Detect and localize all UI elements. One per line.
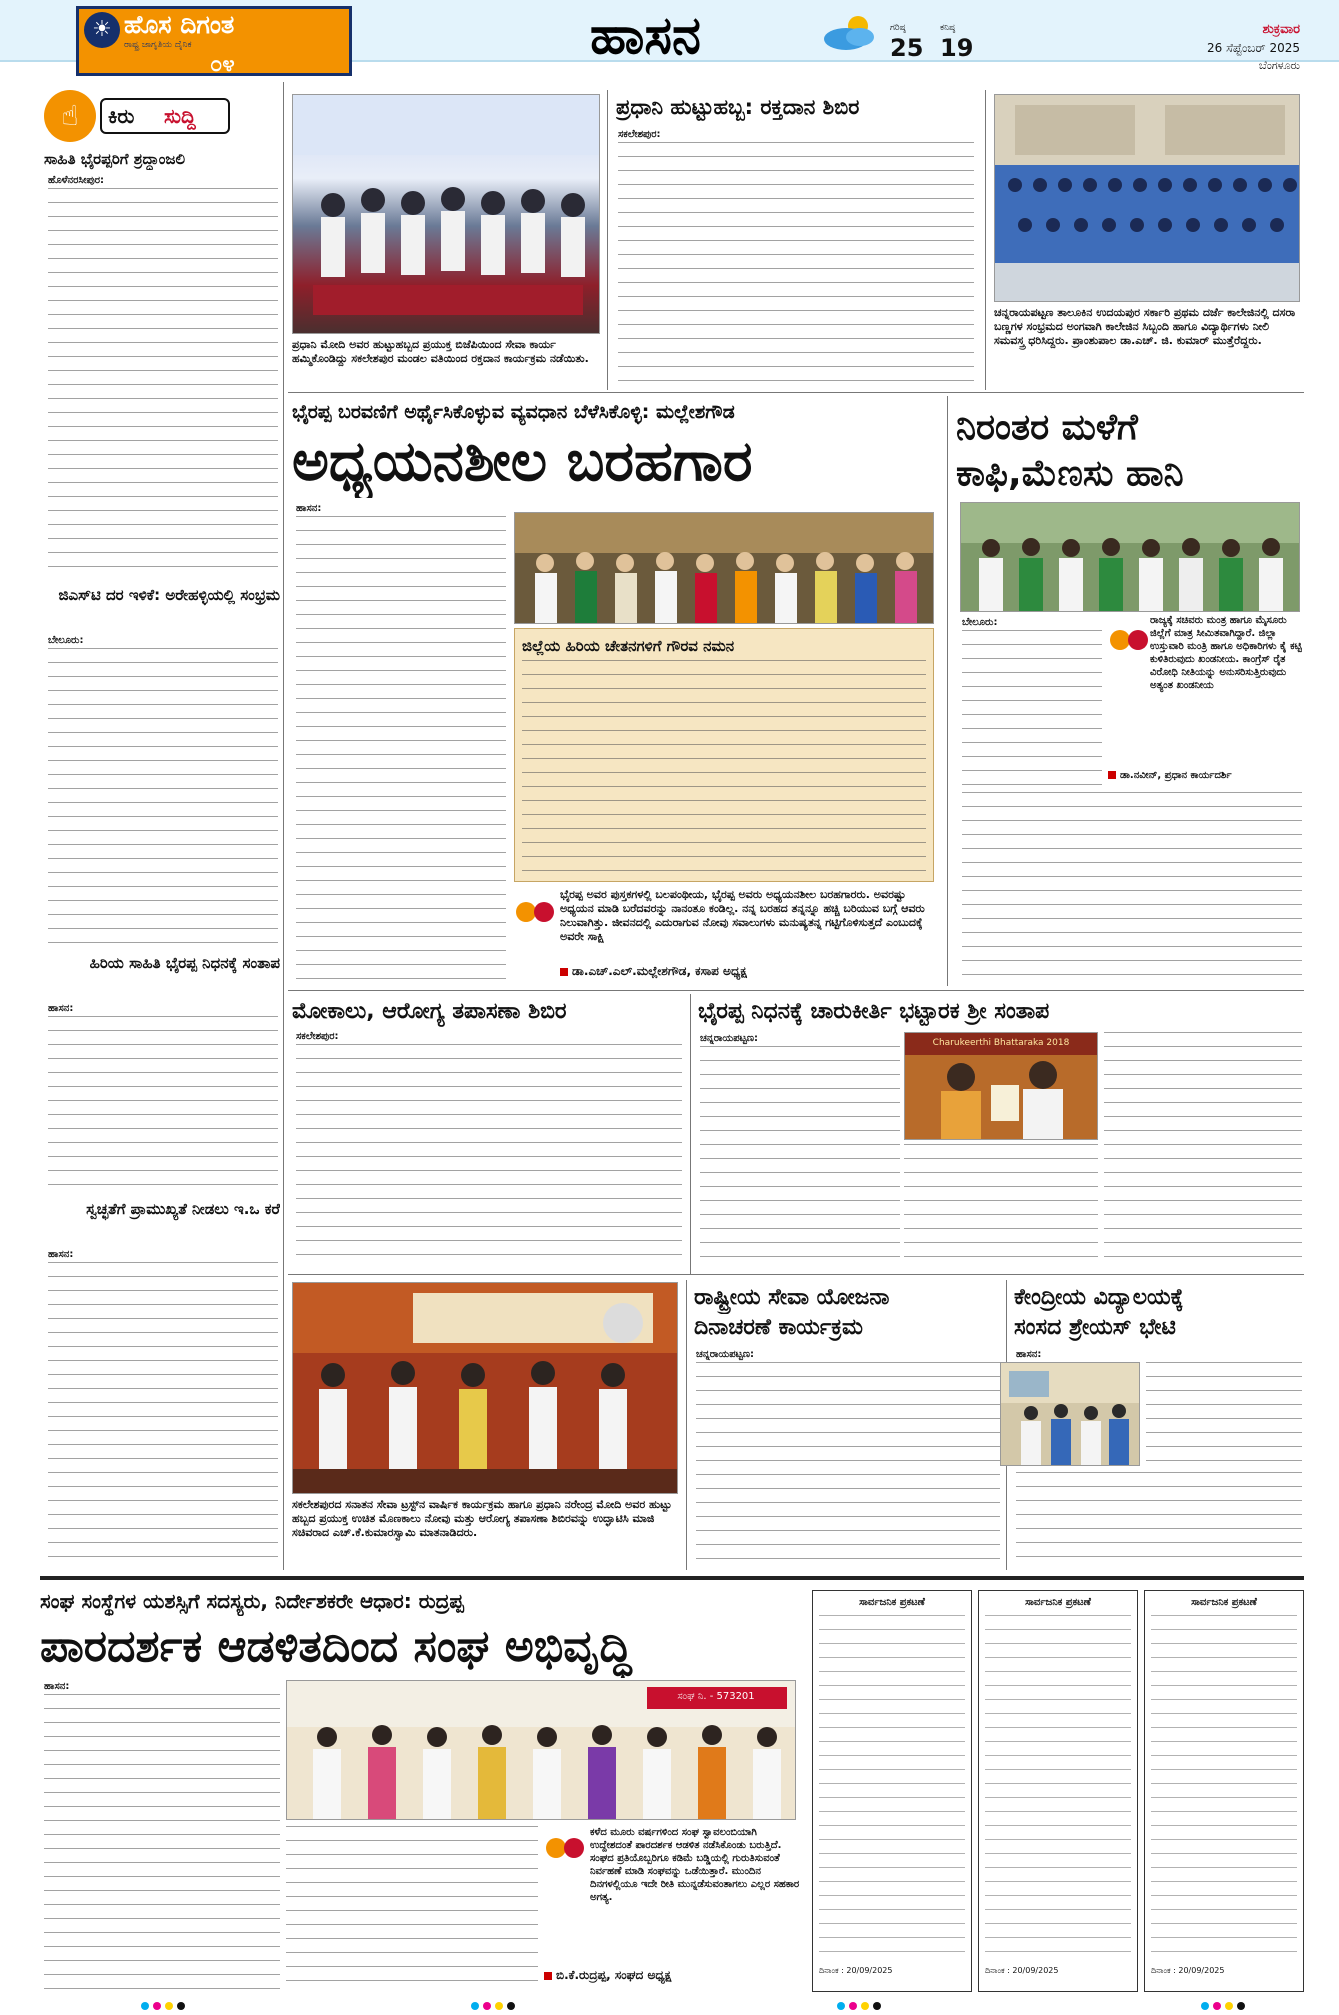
health-dateline: ಸಕಲೇಶಪುರ: bbox=[296, 1031, 339, 1042]
notice-footer: ದಿನಾಂಕ : 20/09/2025 bbox=[819, 1966, 893, 1975]
notice-body bbox=[1151, 1615, 1297, 1955]
notice-box bbox=[1144, 1590, 1304, 1992]
nss-title-line1: ರಾಷ್ಟ್ರೀಯ ಸೇವಾ ಯೋಜನಾ bbox=[694, 1285, 890, 1310]
lead-photo bbox=[514, 512, 934, 624]
kiru-item-title: ಜಿಎಸ್‌ಟಿ ದರ ಇಳಿಕೆ: ಅರೇಹಳ್ಳಿಯಲ್ಲಿ ಸಂಭ್ರಮ bbox=[58, 586, 280, 604]
bhattaraka-body-col2 bbox=[904, 1144, 1098, 1268]
col-rule bbox=[607, 90, 608, 390]
sangha-quote: ಕಳೆದ ಮೂರು ವರ್ಷಗಳಿಂದ ಸಂಘ ಸ್ವಾವಲಂಬಿಯಾಗಿ ಉದ್ದೇಶದಂತೆ ಪಾರದರ್ಶಕ ಆಡಳಿತ ನಡೆಸಿಕೊಂಡು ಬರುತ್ತಿದೆ. ಸಂಘದ ಪ್ರತಿಯೊಬ್ಬರಿಗೂ ಕಡಿಮೆ ಬಡ್ಡಿಯಲ್ಲಿ ಗುರುತಿಸುವಂತೆ ನಿರ್ವಹಣೆ ಮಾಡಿ ಸಂಘವನ್ನು ಒಡೆಯಿತ್ತಾರೆ. ಮುಂದಿನ ದಿನಗಳಲ್ಲಿಯೂ ಇದೇ ರೀತಿ ಮುನ್ನಡೆಸುವಂತಾಗಲು ಎಲ್ಲರ ಸಹಕಾರ ಅಗತ್ಯ. bbox=[590, 1827, 800, 1903]
rain-body-col2 bbox=[962, 792, 1302, 984]
lead-body-col1 bbox=[296, 516, 506, 984]
lead-quote-by-text: ಡಾ.ಎಚ್.ಎಲ್.ಮಲ್ಲೇಶಗೌಡ, ಕಸಾಪ ಅಧ್ಯಕ್ಷ bbox=[572, 964, 747, 978]
rain-quote-by bbox=[1108, 768, 1304, 784]
registration-marks bbox=[836, 1996, 896, 2006]
weather-min-label: ಕನಿಷ್ಠ bbox=[940, 23, 956, 33]
quote-marker-icon bbox=[560, 968, 568, 976]
bhattaraka-body-col1 bbox=[700, 1046, 900, 1268]
kiru-item-body bbox=[48, 1016, 278, 1196]
row-rule bbox=[288, 990, 1304, 991]
bhattaraka-title: ಭೈರಪ್ಪ ನಿಧನಕ್ಕೆ ಚಾರುಕೀರ್ತಿ ಭಟ್ಟಾರಕ ಶ್ರೀ ಸಂತಾಪ bbox=[698, 999, 1050, 1024]
brand-name: ಹೊಸ ದಿಗಂತ bbox=[124, 10, 235, 39]
issue-day: ಶುಕ್ರವಾರ bbox=[1262, 22, 1300, 37]
kiru-item-body bbox=[48, 1262, 278, 1562]
lead-dateline: ಹಾಸನ: bbox=[296, 503, 322, 514]
rain-title-line1: ನಿರಂತರ ಮಳೆಗೆ bbox=[956, 407, 1138, 448]
notice-body bbox=[819, 1615, 965, 1955]
lead-kicker: ಭೈರಪ್ಪ ಬರವಣಿಗೆ ಅರ್ಥೈಸಿಕೊಳ್ಳುವ ವ್ಯವಧಾನ ಬೆಳೆಸಿಕೊಳ್ಳಿ: ಮಲ್ಲೇಶಗೌಡ bbox=[292, 401, 735, 423]
kiru-badge bbox=[44, 90, 234, 142]
col-rule bbox=[985, 90, 986, 390]
section-divider bbox=[40, 1576, 1304, 1580]
col-rule bbox=[686, 1280, 687, 1570]
kiru-item-title: ಹಿರಿಯ ಸಾಹಿತಿ ಭೈರಪ್ಪ ನಿಧನಕ್ಕೆ ಸಂತಾಪ bbox=[89, 954, 280, 972]
notice-heading: ಸಾರ್ವಜನಿಕ ಪ್ರಕಟಣೆ bbox=[859, 1597, 925, 1608]
sanatana-photo bbox=[292, 1282, 678, 1494]
rain-dateline: ಬೇಲೂರು: bbox=[962, 617, 998, 628]
college-photo bbox=[994, 94, 1300, 302]
tribute-box-body bbox=[522, 660, 926, 876]
kiru-item-body bbox=[48, 648, 278, 948]
kv-body-col1 bbox=[1146, 1362, 1302, 1466]
kiru-item-dateline: ಹೊಳೆನರಸೀಪುರ: bbox=[48, 175, 105, 186]
brand-logo-icon: ☀ bbox=[84, 12, 120, 48]
bhattaraka-dateline: ಚನ್ನರಾಯಪಟ್ಟಣ: bbox=[700, 1033, 759, 1044]
sanatana-caption: ಸಕಲೇಶಪುರದ ಸನಾತನ ಸೇವಾ ಟ್ರಸ್ಟ್‌ನ ವಾರ್ಷಿಕ ಕಾರ್ಯಕ್ರಮ ಹಾಗೂ ಪ್ರಧಾನಿ ನರೇಂದ್ರ ಮೋದಿ ಅವರ ಹುಟ್ಟು ಹಬ್ಬದ ಪ್ರಯುಕ್ತ ಉಚಿತ ಮೊಣಕಾಲು ನೋವು ಮತ್ತು ಆರೋಗ್ಯ ತಪಾಸಣಾ ಶಿಬಿರವನ್ನು ಉದ್ಘಾಟಿಸಿ ಮಾಜಿ ಸಚಿವರಾದ ಎಚ್.ಕೆ.ಕುಮಾರಸ್ವಾಮಿ ಮಾತನಾಡಿದರು. bbox=[292, 1498, 672, 1539]
nss-title-line2: ದಿನಾಚರಣೆ ಕಾರ್ಯಕ್ರಮ bbox=[694, 1315, 863, 1340]
kiru-item-title: ಸ್ವಚ್ಛತೆಗೆ ಪ್ರಾಮುಖ್ಯತೆ ನೀಡಲು ಇ.ಒ ಕರೆ bbox=[86, 1200, 280, 1218]
quote-marker-icon bbox=[1108, 771, 1116, 779]
health-body bbox=[296, 1044, 682, 1264]
registration-marks bbox=[140, 1996, 200, 2006]
row-rule bbox=[288, 1274, 1304, 1275]
page-number: ೦೪ bbox=[210, 52, 235, 77]
sangha-body-col1 bbox=[44, 1694, 280, 1990]
issue-city: ಬೆಂಗಳೂರು bbox=[1258, 59, 1300, 72]
sangha-title: ಪಾರದರ್ಶಕ ಆಡಳಿತದಿಂದ ಸಂಘ ಅಭಿವೃದ್ಧಿ bbox=[40, 1621, 632, 1672]
rain-quote-by-text: ಡಾ.ನವೀನ್, ಪ್ರಧಾನ ಕಾರ್ಯದರ್ಶಿ bbox=[1120, 770, 1232, 781]
issue-date: 26 ಸೆಪ್ಟೆಂಬರ್ 2025 bbox=[1206, 41, 1300, 55]
nss-body bbox=[696, 1362, 1000, 1566]
notice-heading: ಸಾರ್ವಜನಿಕ ಪ್ರಕಟಣೆ bbox=[1025, 1597, 1091, 1608]
lead-quote: ಭೈರಪ್ಪ ಅವರ ಪುಸ್ತಕಗಳಲ್ಲಿ ಬಲಪಂಥೀಯ, ಭೈರಪ್ಪ ಅವರು ಅಧ್ಯಯನಶೀಲ ಬರಹಗಾರರು. ಅವರಷ್ಟು ಅಧ್ಯಯನ ಮಾಡಿ ಬರೆದವರನ್ನು ನಾನಂತೂ ಕಂಡಿಲ್ಲ. ನನ್ನ ಬರಹದ ತನ್ನನ್ನೂ ಹಚ್ಚಿ ಬರಿಯುವ ಬಗ್ಗೆ ಆವರು ನಿಲುವಾಗಿತ್ತು. ಜೀವನದಲ್ಲಿ ಎದುರಾಗುವ ನೋವು ಸವಾಲುಗಳು ಮನುಷ್ಯತನ್ನ ಗಟ್ಟಿಗೊಳಿಸುತ್ತದೆ ಎಂಬುದಕ್ಕೆ ಅವರೇ ಸಾಕ್ಷಿ bbox=[560, 888, 925, 943]
sangha-quote-icon bbox=[544, 1826, 584, 1866]
tribute-box-title: ಜಿಲ್ಲೆಯ ಹಿರಿಯ ಚೇತನಗಳಿಗೆ ಗೌರವ ನಮನ bbox=[522, 637, 735, 655]
sangha-body-col2 bbox=[286, 1826, 538, 1990]
lead-title: ಅಧ್ಯಯನಶೀಲ ಬರಹಗಾರ bbox=[292, 429, 753, 494]
nss-dateline: ಚನ್ನರಾಯಪಟ್ಟಣ: bbox=[696, 1349, 755, 1360]
kv-photo bbox=[1000, 1362, 1140, 1466]
blood-donation-caption: ಪ್ರಧಾನಿ ಮೋದಿ ಅವರ ಹುಟ್ಟುಹಬ್ಬದ ಪ್ರಯುಕ್ತ ಬಿಜೆಪಿಯಿಂದ ಸೇವಾ ಕಾರ್ಯ ಹಮ್ಮಿಕೊಂಡಿದ್ದು ಸಕಲೇಶಪುರ ಮಂಡಲ ವತಿಯಿಂದ ರಕ್ತದಾನ ಕಾರ್ಯಕ್ರಮ ನಡೆಯಿತು. bbox=[292, 338, 589, 365]
blood-donation-photo bbox=[292, 94, 600, 334]
blood-story-dateline: ಸಕಲೇಶಪುರ: bbox=[618, 129, 661, 140]
notice-box bbox=[812, 1590, 972, 1992]
rain-body-col1 bbox=[962, 630, 1102, 786]
lead-quote-icon bbox=[514, 890, 554, 930]
weather-max-label: ಗರಿಷ್ಠ bbox=[890, 23, 906, 33]
sangha-dateline: ಹಾಸನ: bbox=[44, 1681, 70, 1692]
sangha-quote-by-text: ಬಿ.ಕೆ.ರುದ್ರಪ್ಪ, ಸಂಘದ ಅಧ್ಯಕ್ಷ bbox=[556, 1968, 672, 1982]
bhattaraka-banner: Charukeerthi Bhattaraka 2018 bbox=[932, 1038, 1070, 1048]
kiru-label-a: ಕಿರು bbox=[108, 104, 135, 128]
college-caption: ಚನ್ನರಾಯಪಟ್ಟಣ ತಾಲೂಕಿನ ಉದಯಪುರ ಸರ್ಕಾರಿ ಪ್ರಥಮ ದರ್ಜೆ ಕಾಲೇಜಿನಲ್ಲಿ ದಸರಾ ಬಣ್ಣಗಳ ಸಂಭ್ರಮದ ಅಂಗವಾಗಿ ಕಾಲೇಜಿನ ಸಿಬ್ಬಂದಿ ಹಾಗೂ ವಿದ್ಯಾರ್ಥಿಗಳು ನೀಲಿ ಸಮವಸ್ತ್ರ ಧರಿಸಿದ್ದರು. ಪ್ರಾಂಶುಪಾಲ ಡಾ.ಎಚ್. ಜಿ. ಕುಮಾರ್ ಮುತ್ತೆರೆದ್ದರು. bbox=[994, 306, 1296, 347]
blood-story-title: ಪ್ರಧಾನಿ ಹುಟ್ಟುಹಬ್ಬ: ರಕ್ತದಾನ ಶಿಬಿರ bbox=[616, 95, 860, 119]
notice-box bbox=[978, 1590, 1138, 1992]
health-title: ಮೋಕಾಲು, ಆರೋಗ್ಯ ತಪಾಸಣಾ ಶಿಬಿರ bbox=[292, 999, 567, 1024]
notice-footer: ದಿನಾಂಕ : 20/09/2025 bbox=[1151, 1966, 1225, 1975]
kiru-label-b: ಸುದ್ದಿ bbox=[164, 104, 196, 128]
sangha-kicker: ಸಂಘ ಸಂಸ್ಥೆಗಳ ಯಶಸ್ಸಿಗೆ ಸದಸ್ಯರು, ನಿರ್ದೇಶಕರೇ ಆಧಾರ: ರುದ್ರಪ್ಪ bbox=[40, 1589, 464, 1613]
left-column-rule bbox=[283, 82, 284, 1570]
notice-footer: ದಿನಾಂಕ : 20/09/2025 bbox=[985, 1966, 1059, 1975]
kiru-item-dateline: ಬೇಲೂರು: bbox=[48, 635, 84, 646]
rain-photo bbox=[960, 502, 1300, 612]
kiru-item-body bbox=[48, 188, 278, 578]
weather-cloud-icon bbox=[820, 12, 880, 52]
weather-min-value: 19 bbox=[940, 34, 974, 62]
blood-story-body bbox=[618, 142, 974, 382]
kiru-item-dateline: ಹಾಸನ: bbox=[48, 1249, 74, 1260]
row-rule bbox=[288, 392, 1304, 393]
quote-marker-icon bbox=[544, 1972, 552, 1980]
kv-title-line1: ಕೇಂದ್ರೀಯ ವಿದ್ಯಾಲಯಕ್ಕೆ bbox=[1014, 1285, 1184, 1310]
registration-marks bbox=[470, 1996, 530, 2006]
rain-quote-icon bbox=[1108, 618, 1148, 658]
sangha-banner: ಸಂಘ ನಿ. - 573201 bbox=[677, 1691, 755, 1702]
masthead bbox=[0, 0, 1339, 80]
notice-body bbox=[985, 1615, 1131, 1955]
bhattaraka-body-col3 bbox=[1104, 1032, 1302, 1268]
kv-title-line2: ಸಂಸದ ಶ್ರೇಯಸ್ ಭೇಟಿ bbox=[1014, 1315, 1176, 1340]
kv-dateline: ಹಾಸನ: bbox=[1016, 1349, 1042, 1360]
notice-heading: ಸಾರ್ವಜನಿಕ ಪ್ರಕಟಣೆ bbox=[1191, 1597, 1257, 1608]
kv-body-col2 bbox=[1016, 1472, 1302, 1566]
weather-max-value: 25 bbox=[890, 34, 924, 62]
sangha-quote-by bbox=[544, 1966, 800, 1984]
lead-quote-by bbox=[560, 962, 936, 980]
col-rule bbox=[947, 396, 948, 986]
registration-marks bbox=[1200, 1996, 1260, 2006]
rain-quote: ರಾಜ್ಯಕ್ಕೆ ಸಚಿವರು ಮಂತ್ರ ಹಾಗೂ ಮೈಸೂರು ಜಿಲ್ಲೆಗೆ ಮಾತ್ರ ಸೀಮಿತವಾಗಿದ್ದಾರೆ. ಜಿಲ್ಲಾ ಉಸ್ತುವಾರಿ ಮಂತ್ರಿ ಹಾಗೂ ಅಧಿಕಾರಿಗಳು ಕೈ ಕಟ್ಟಿ ಕುಳಿತಿರುವುದು ಖಂಡನೀಯ. ಕಾಂಗ್ರೆಸ್ ರೈತ ವಿರೋಧಿ ನೀತಿಯನ್ನು ಅನುಸರಿಸುತ್ತಿರುವುದು ಅತ್ಯಂತ ಖಂಡನೀಯ bbox=[1150, 615, 1302, 691]
brand-tagline: ರಾಷ್ಟ್ರ ಜಾಗೃತಿಯ ದೈನಿಕ bbox=[124, 40, 192, 50]
kiru-item-dateline: ಹಾಸನ: bbox=[48, 1003, 74, 1014]
kiru-hand-icon: ☝ bbox=[44, 90, 96, 142]
col-rule bbox=[690, 994, 691, 1274]
district-title: ಹಾಸನ bbox=[590, 6, 701, 66]
kiru-item-title: ಸಾಹಿತಿ ಭೈರಪ್ಪರಿಗೆ ಶ್ರದ್ಧಾಂಜಲಿ bbox=[44, 150, 186, 168]
rain-title-line2: ಕಾಫಿ,ಮೆಣಸು ಹಾನಿ bbox=[956, 453, 1184, 494]
